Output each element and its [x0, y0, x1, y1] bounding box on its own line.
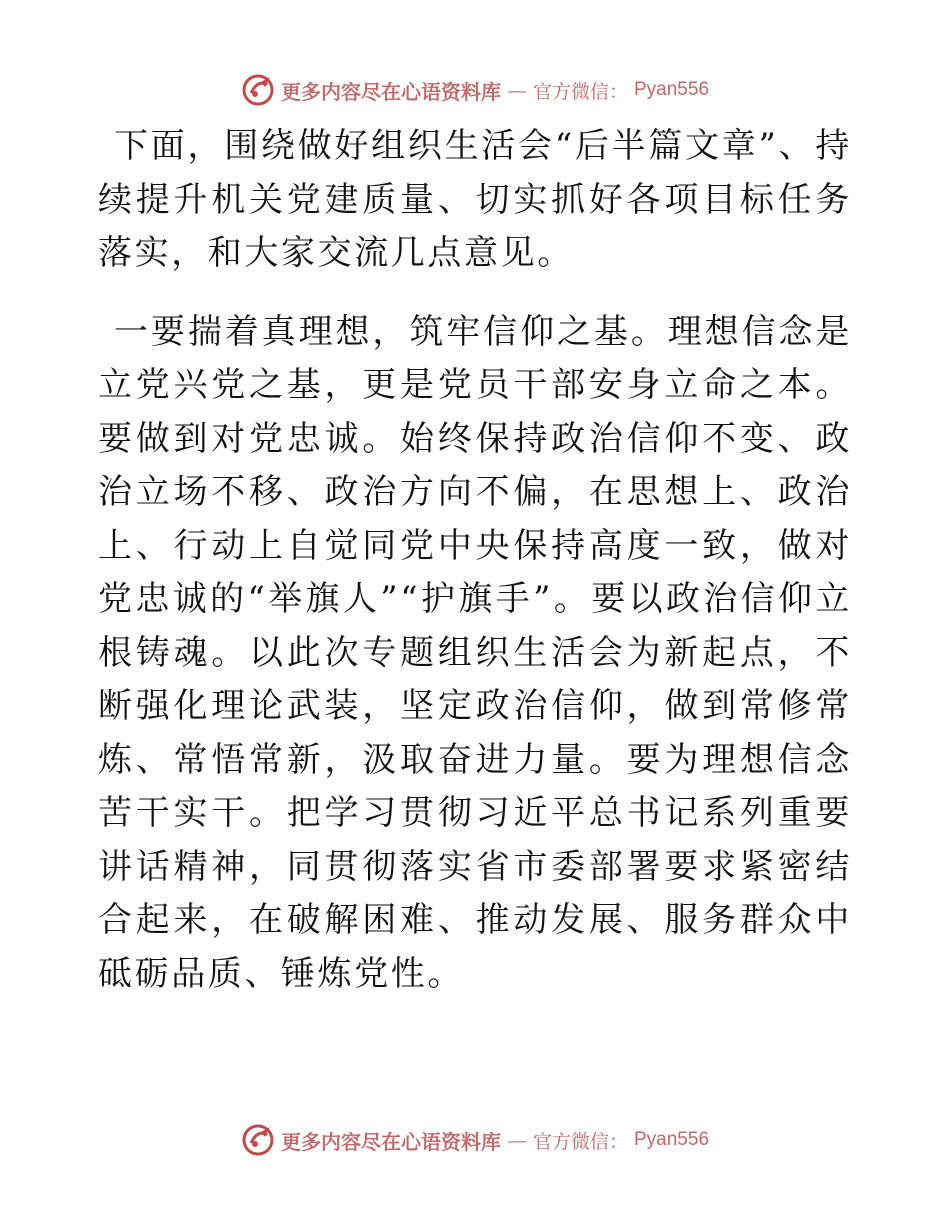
watermark-separator: — — [506, 1128, 527, 1152]
footer-watermark — [0, 1120, 950, 1160]
logo-icon — [241, 1123, 275, 1157]
watermark-wechat-id: Pyan556 — [634, 1129, 710, 1150]
watermark-label: 官方微信： — [532, 80, 628, 103]
header-watermark — [0, 70, 950, 110]
logo-icon — [241, 73, 275, 107]
watermark-label: 官方微信： — [532, 1130, 628, 1153]
document-body — [98, 120, 852, 1001]
watermark-separator: — — [506, 78, 527, 102]
watermark-text: 更多内容尽在心语资料库 — [280, 79, 501, 104]
watermark-text: 更多内容尽在心语资料库 — [280, 1129, 501, 1154]
watermark-wechat-id: Pyan556 — [634, 79, 710, 100]
paragraph-intro: 下面，围绕做好组织生活会“后半篇文章”、持续提升机关党建质量、切实抓好各项目标任务落实，和大家交流几点意见。 — [98, 126, 852, 273]
paragraph-point-one: 一要揣着真理想，筑牢信仰之基。理想信念是立党兴党之基，更是党员干部安身立命之本。要做到对党忠诚。始终保持政治信仰不变、政治立场不移、政治方向不偏，在思想上、政治上、行动上自觉同党中央保持高度一致，做对党忠诚的“举旗人”“护旗手”。要以政治信仰立根铸魂。以此次专题组织生活会为新起点，不断强化理论武装，坚定政治信仰，做到常修常炼、常悟常新，汲取奋进力量。要为理想信念苦干实干。把学习贯彻习近平总书记系列重要讲话精神，同贯彻落实省市委部署要求紧密结合起来，在破解困难、推动发展、服务群众中砥砺品质、锤炼党性。 — [98, 311, 852, 994]
